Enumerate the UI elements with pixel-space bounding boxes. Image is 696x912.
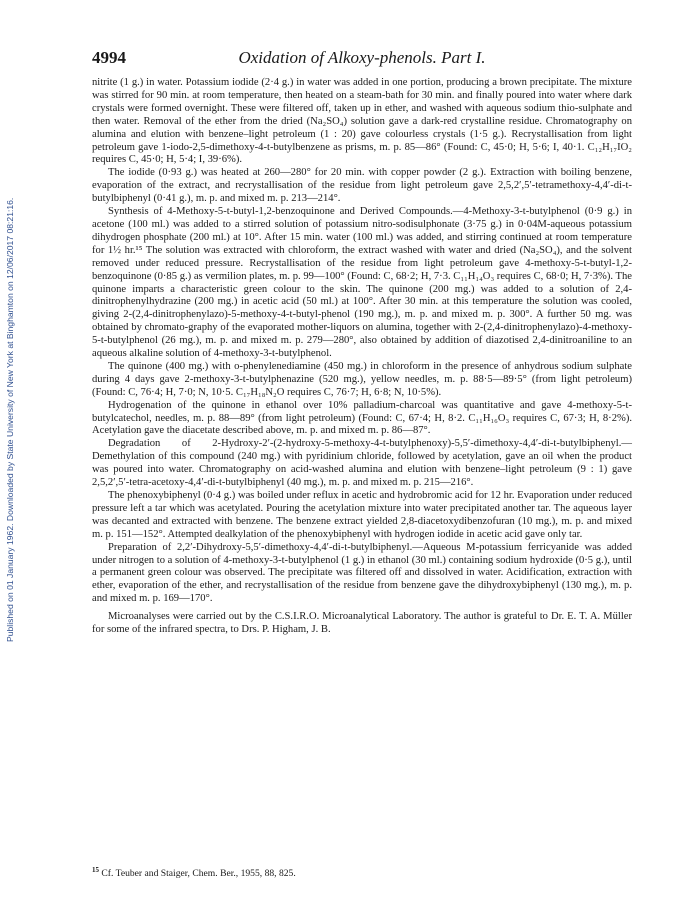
paragraph: The iodide (0·93 g.) was heated at 260—280° for 20 min. with copper powder (2 g.). Extraction with boiling benzene, evaporation of the extract, and recrystallisation of the residue from light petroleum gave 2,5,2′,5′-tetramethoxy-4,4′-di-t-butylbiphenyl (0·41 g.), m. p. and mixed m. p. 213—214°. <box>92 167 632 205</box>
acknowledgement: Microanalyses were carried out by the C.S.I.R.O. Microanalytical Laboratory. The author is grateful to Dr. E. T. A. Müller for some of the infrared spectra, to Drs. P. Higham, J. B. <box>92 611 632 636</box>
footnote-marker: 15 <box>92 866 99 874</box>
footnote <box>92 864 632 880</box>
paragraph: Degradation of 2-Hydroxy-2′-(2-hydroxy-5-methoxy-4-t-butylphenoxy)-5,5′-dimethoxy-4,4′-di-t-butylbiphenyl.—Demethylation of this compound (240 mg.) with pyridinium chloride, followed by acetylation, gave an oil when the product was poured into water. Chromatography on acid-washed alumina and elution with benzene–light petroleum (9 : 1) gave 2,5,2′,5′-tetra-acetoxy-4,4′-di-t-butylbiphenyl (40 mg.), m. p. and mixed m. p. 215—216°. <box>92 438 632 489</box>
article-body <box>92 77 632 637</box>
page-number: 4994 <box>92 48 126 67</box>
download-watermark-text: Published on 01 January 1962. Downloaded by State University of New York at Binghamton on 12/06/2017 08:21:16. <box>5 197 15 642</box>
download-watermark <box>0 0 24 912</box>
footnote-text: Cf. Teuber and Staiger, Chem. Ber., 1955, 88, 825. <box>101 868 296 880</box>
paragraph: The phenoxybiphenyl (0·4 g.) was boiled under reflux in acetic and hydrobromic acid for 12 hr. Evaporation under reduced pressure left a tar which was acetylated. Pouring the acetylation mixture into water precipitated another tar. The aqueous layer was decanted and extracted with benzene. The benzene extract yielded 2,8-diacetoxydibenzofuran (10 mg.), m. p. and mixed m. p. 151—152°. Attempted dealkylation of the phenoxybiphenyl with hydrogen iodide in acetic acid gave only tar. <box>92 490 632 540</box>
running-title: Oxidation of Alkoxy-phenols. Part I. <box>238 48 486 67</box>
page-header <box>92 48 632 70</box>
paragraph: The quinone (400 mg.) with o-phenylenediamine (450 mg.) in chloroform in the presence of anhydrous sodium sulphate during 4 days gave 2-methoxy-3-t-butylphenazine (520 mg.), yellow needles, m. p. 88·5—89·5° (from light petroleum) (Found: C, 76·4; H, 7·0; N, 10·5. C₁₇H₁₈N₂O requires C, 76·7; H, 6·8; N, 10·5%). <box>92 360 632 398</box>
paragraph: Hydrogenation of the quinone in ethanol over 10% palladium-charcoal was quantitative and gave 4-methoxy-5-t-butylcatechol, needles, m. p. 88—89° (from light petroleum) (Found: C, 67·4; H, 8·2. C₁₁H₁₆O₃ requires C, 67·3; H, 8·2%). Acetylation gave the diacetate described above, m. p. and mixed m. p. 86—87°. <box>92 399 632 437</box>
paragraph: Synthesis of 4-Methoxy-5-t-butyl-1,2-benzoquinone and Derived Compounds.—4-Methoxy-3-t-butylphenol (0·9 g.) in acetone (100 ml.) was added to a stirred solution of potassium nitro-sodisulphonate (3·75 g.) in 0·04M-aqueous potassium dihydrogen phosphate (200 ml.) at 10°. After 15 min. water (100 ml.) was added, and stirring continued at room temperature for 1½ hr.¹⁵ The solution was extracted with chloroform, the extract washed with water and dried (Na₂SO₄), and the solvent removed under reduced pressure. Recrystallisation of the residue from light petroleum gave 4-methoxy-5-t-butyl-1,2-benzoquinone (0·85 g.) as vermilion plates, m. p. 99—100° (Found: C, 68·2; H, 7·3. C₁₁H₁₄O₃ requires C, 68·0; H, 7·3%). The quinone imparts a characteristic green colour to the skin. The quinone (200 mg.) was added to a solution of 2,4-dinitrophenylhydrazine (200 mg.) in acetic acid (50 ml.) at 100°. After 30 min. at this temperature the solution was cooled, giving 2-(2,4-dinitrophenylazo)-5-methoxy-4-t-butyl-phenol (190 mg.), m. p. and mixed m. p. 300°. A further 50 mg. was obtained by chromato-graphy of the evaporated mother-liquors on alumina, together with 2-(2,4-dinitrophenylazo)-4-methoxy-5-t-butylphenol (26 mg.), m. p. and mixed m. p. 279—280°, also obtained by addition of diazotised 2,4-dinitroaniline to an aqueous alkaline solution of 4-methoxy-3-t-butylphenol. <box>92 206 632 360</box>
paragraph: Preparation of 2,2′-Dihydroxy-5,5′-dimethoxy-4,4′-di-t-butylbiphenyl.—Aqueous M-potassium ferricyanide was added under nitrogen to a solution of 4-methoxy-3-t-butylphenol (1 g.) in ethanol (30 ml.) containing sodium hydroxide (0·5 g.), until a permanent green colour was observed. The precipitate was filtered off and dissolved in water. Acidification, extraction with ether, evaporation of the ether, and recrystallisation of the residue from benzene gave the dihydroxybiphenyl (130 mg.), m. p. and mixed m. p. 169—170°. <box>92 541 632 605</box>
paragraph: nitrite (1 g.) in water. Potassium iodide (2·4 g.) in water was added in one portion, producing a brown precipitate. The mixture was stirred for 90 min. at room temperature, then heated on a steam-bath for 30 min. and finally poured into water where dark crystals were formed overnight. These were filtered off, taken up in ether, and washed with aqueous sodium thio-sulphate and then water. Removal of the ether from the dried (Na₂SO₄) solution gave a dark-red crystalline residue. Chromatography on alumina and elution with benzene–light petroleum (1 : 20) gave colourless crystals (1·5 g.). Recrystallisation from light petroleum gave 1-iodo-2,5-dimethoxy-4-t-butylbenzene as prisms, m. p. 85—86° (Found: C, 45·0; H, 5·6; I, 40·1. C₁₂H₁₇IO₂ requires C, 45·0; H, 5·4; I, 39·6%). <box>92 77 632 166</box>
